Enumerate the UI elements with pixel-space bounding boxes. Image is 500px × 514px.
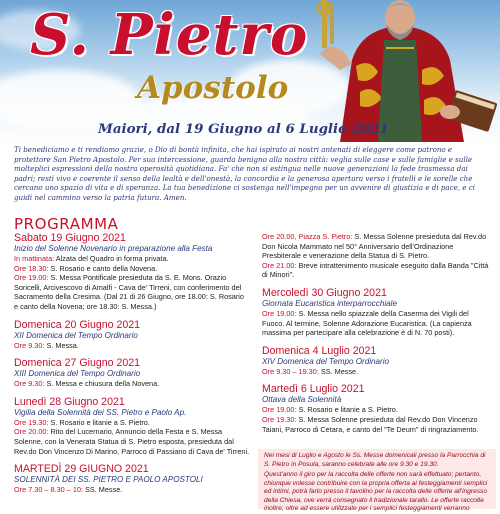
- program-day-heading: Domenica 20 Giugno 2021: [14, 318, 141, 331]
- program-event: [262, 415, 492, 434]
- event-description: Rito del Lucernario, Annuncio della Festa e S. Messa Solenne, con la Venerata Statua di S. Pietro esposta, presieduta dal Rev.do Don Vincenzo Di Marino, Parroco di Passiano di Cava de' Tirreni.: [14, 427, 250, 456]
- program-day-note: XIV Domenica del Tempo Ordinario: [262, 356, 390, 366]
- program-day-heading: MARTEDÌ 29 GIUGNO 2021: [14, 463, 149, 476]
- event-description: S. Messa nello spiazzale della Caserma dei Vigili del Fuoco. Al termine, Solenne Adorazione Eucaristica. (La capienza massima per partecipare alla celebrazione è di N. 70 posti).: [262, 308, 472, 338]
- event-description: S. Messa.: [44, 340, 79, 350]
- event-time: Ore 20.00:: [14, 427, 49, 437]
- program-event: [14, 485, 250, 495]
- program-event: [262, 367, 492, 377]
- event-time: Ore 7.30 – 8.30 – 10:: [14, 485, 83, 495]
- event-description: SS. Messe.: [318, 366, 359, 376]
- event-description: S. Messa Pontificale presieduta da S. E. Mons. Orazio Soricelli, Arcivescovo di Amalfi - Cava de' Tirreni, con conferimento del Sacramento della Cresima. (Dal 21 di 26 Giugno, ore 18.00: S. Rosario e canto della Novena; ore 18.30: S. Messa.): [14, 273, 244, 311]
- spacer: [262, 338, 492, 345]
- spacer: [14, 312, 250, 319]
- event-time: Ore 20.00, Piazza S. Pietro:: [262, 232, 353, 241]
- event-description: S. Messa e chiusura della Novena.: [44, 379, 160, 389]
- page-title: S. Pietro: [30, 2, 309, 68]
- event-time: Ore 19.30:: [14, 417, 49, 427]
- program-event: [14, 273, 250, 311]
- program-event: [14, 254, 250, 264]
- programma-heading: PROGRAMMA: [14, 215, 119, 233]
- spacer: [14, 350, 250, 357]
- program-right-column: [262, 232, 492, 434]
- event-time: Ore 18.30:: [14, 263, 49, 273]
- event-time: Ore 19.30:: [262, 414, 297, 424]
- event-description: S. Messa Solenne presieduta dal Rev.do Don Vincenzo Taiani, Parroco di Cetara, e canto del "Te Deum" di ringraziamento.: [262, 414, 479, 434]
- program-day-note: Giornata Eucaristica interparrocchiale: [262, 298, 397, 308]
- event-description: Breve intrattenimento musicale eseguito dalla Banda "Città di Minori".: [262, 260, 489, 280]
- program-day-heading: Lunedì 28 Giugno 2021: [14, 395, 125, 408]
- program-event: [14, 379, 250, 389]
- program-day-note: SOLENNITÀ DEI SS. PIETRO E PAOLO APOSTOLI: [14, 475, 203, 485]
- event-description: Alzata del Quadro in forma privata.: [54, 254, 169, 263]
- event-time: Ore 9.30:: [14, 340, 45, 350]
- event-time: Ore 9.30 – 19.30:: [262, 366, 319, 376]
- program-day-note: XII Domenica del Tempo Ordinario: [14, 330, 138, 340]
- program-event: [262, 309, 492, 338]
- program-day-note: Vigilia della Solennità dei SS. Pietro e Paolo Ap.: [14, 407, 187, 417]
- event-time: In mattinata:: [14, 254, 55, 263]
- event-dateline: Maiori, dal 19 Giugno al 6 Luglio 2021: [98, 121, 389, 137]
- event-time: Ore 19.00:: [14, 273, 49, 283]
- event-description: S. Rosario e litanie a S. Pietro.: [296, 405, 398, 415]
- program-day-note: Ottava della Solennità: [262, 395, 342, 405]
- header-banner: [0, 0, 500, 142]
- program-day-heading: Sabato 19 Giugno 2021: [14, 232, 126, 244]
- program-event: [14, 418, 250, 428]
- program-event: [14, 427, 250, 456]
- program-day-note: XIII Domenica del Tempo Ordinario: [14, 369, 141, 379]
- program-day-note: Inizio del Solenne Novenario in preparazione alla Festa: [14, 244, 213, 253]
- event-time: Ore 21.00:: [262, 260, 297, 270]
- event-time: Ore 19.00:: [262, 405, 297, 415]
- spacer: [14, 389, 250, 396]
- program-event: [14, 264, 250, 274]
- program-event: [14, 341, 250, 351]
- program-day-heading: Domenica 4 Luglio 2021: [262, 344, 377, 357]
- notice-paragraph: Nei mesi di Luglio e Agosto le Ss. Messe domenicali presso la Parrocchia di S. Pietro in Posula, saranno celebrate alle ore 9.30 e 19.30.: [264, 452, 486, 468]
- notice-paragraph: Quest'anno il giro per la raccolta delle offerte non sarà effettuato; pertanto, chiunque volesse contribuire con la propria offerta ai festeggiamenti semplici ed intimi, potrà farlo presso il tavolino per la raccolta delle offerte all'ingresso della Chiesa, ove verrà consegnato il tradizionale tarallo. Le offerte raccolte inoltre, oltre ad essere utilizzate per i semplici festeggiamenti verranno: [264, 471, 488, 512]
- spacer: [262, 280, 492, 287]
- event-description: S. Rosario e litanie a S. Pietro.: [48, 417, 150, 427]
- spacer: [262, 376, 492, 383]
- event-description: S. Rosario e canto della Novena.: [48, 263, 158, 273]
- event-time: Ore 9.30:: [14, 379, 45, 389]
- notice-box: [258, 449, 496, 512]
- program-day-heading: Martedì 6 Luglio 2021: [262, 383, 365, 396]
- event-time: Ore 19.00:: [262, 308, 297, 318]
- program-event: [262, 261, 492, 280]
- program-day-heading: Domenica 27 Giugno 2021: [14, 357, 141, 370]
- program-event: [262, 232, 492, 261]
- event-description: SS. Messe.: [82, 485, 123, 495]
- program-day-heading: Mercoledì 30 Giugno 2021: [262, 286, 387, 299]
- program-event: [262, 405, 492, 415]
- event-description: S. Messa Solenne presieduta dal Rev.do Don Nicola Mammato nel 50° Anniversario dell'Ordinazione Presbiterale e venerazione della Statua di S. Pietro.: [262, 232, 487, 261]
- prayer-paragraph: Ti benediciamo e ti rendiamo grazie, o Dio di bontà infinita, che hai ispirato ai nostri antenati di eleggere come patrono e protettore San Pietro Apostolo. Per sua intercessione, guarda benigno alla nostra città: veglia sulle case e sulle famiglie e sulle molteplici espressioni della nostra operosità quotidiana. Fa' che non si estingua nelle nuove generazioni la fede trasmessa dai padri; resti vivo e coerente il senso della lealtà e dell'onestà, la concordia e la generosa apertura verso i fratelli e le sorelle che cercano uno spazio di vita e di speranza. La tua benedizione ci sostenga nell'impegno per un avvenire di giustizia e di pace, e ci guidi nel cammino verso la patria futura. Amen.: [14, 145, 475, 202]
- page-subtitle: Apostolo: [137, 70, 289, 106]
- program-left-column: [14, 232, 250, 495]
